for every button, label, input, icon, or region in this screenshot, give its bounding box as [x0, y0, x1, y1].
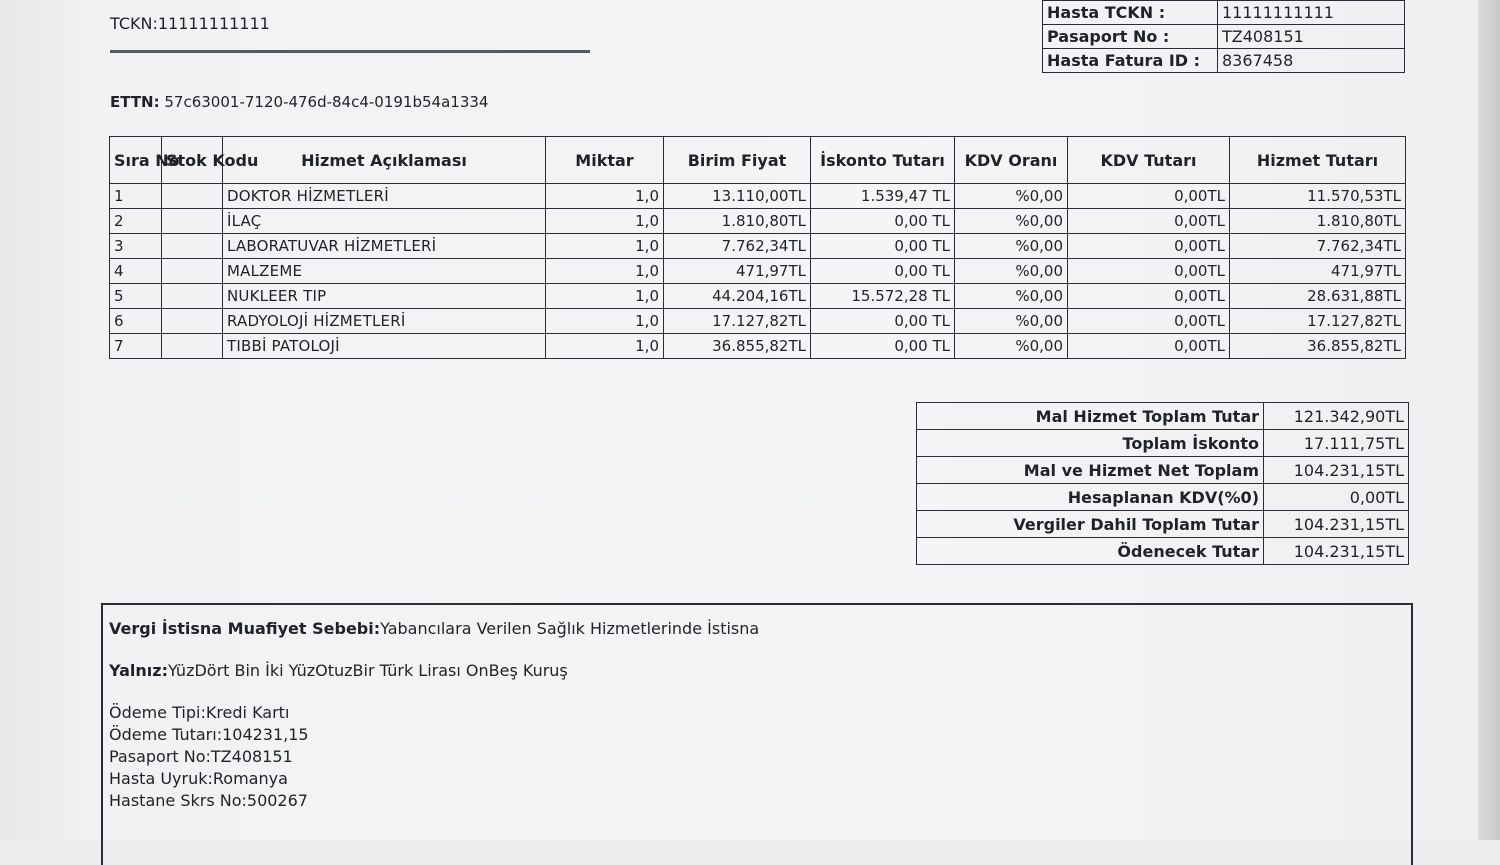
- cell-miktar: 1,0: [546, 284, 664, 309]
- totals-value: 104.231,15TL: [1264, 457, 1409, 484]
- totals-value: 104.231,15TL: [1264, 538, 1409, 565]
- table-row: [110, 209, 1406, 234]
- totals-value: 104.231,15TL: [1264, 511, 1409, 538]
- info-label: Pasaport No :: [1043, 25, 1218, 49]
- patient-nationality: Hasta Uyruk:Romanya: [109, 769, 288, 788]
- cell-kdv-tutari: 0,00TL: [1068, 309, 1230, 334]
- cell-birim-fiyat: 44.204,16TL: [664, 284, 811, 309]
- cell-stok: [162, 234, 223, 259]
- cell-desc: DOKTOR HİZMETLERİ: [223, 184, 546, 209]
- cell-no: 4: [110, 259, 162, 284]
- cell-miktar: 1,0: [546, 184, 664, 209]
- cell-kdv-tutari: 0,00TL: [1068, 209, 1230, 234]
- cell-kdv-orani: %0,00: [955, 309, 1068, 334]
- totals-label: Ödenecek Tutar: [917, 538, 1264, 565]
- col-birim-fiyat: Birim Fiyat: [664, 137, 811, 184]
- cell-hizmet-tutari: 28.631,88TL: [1230, 284, 1406, 309]
- cell-birim-fiyat: 36.855,82TL: [664, 334, 811, 359]
- cell-iskonto: 0,00 TL: [811, 234, 955, 259]
- cell-no: 5: [110, 284, 162, 309]
- cell-no: 2: [110, 209, 162, 234]
- cell-iskonto: 1.539,47 TL: [811, 184, 955, 209]
- table-row: [110, 334, 1406, 359]
- cell-iskonto: 0,00 TL: [811, 334, 955, 359]
- cell-miktar: 1,0: [546, 334, 664, 359]
- totals-value: 17.111,75TL: [1264, 430, 1409, 457]
- col-aciklama: Hizmet Açıklaması: [223, 137, 546, 184]
- col-sira-no: Sıra No: [110, 137, 162, 184]
- info-label: Hasta TCKN :: [1043, 1, 1218, 25]
- col-kdv-tutari: KDV Tutarı: [1068, 137, 1230, 184]
- cell-kdv-tutari: 0,00TL: [1068, 334, 1230, 359]
- totals-row: [917, 403, 1409, 430]
- cell-hizmet-tutari: 1.810,80TL: [1230, 209, 1406, 234]
- cell-kdv-orani: %0,00: [955, 234, 1068, 259]
- tckn-line: TCKN:11111111111: [110, 14, 270, 33]
- totals-label: Vergiler Dahil Toplam Tutar: [917, 511, 1264, 538]
- totals-table: [916, 402, 1409, 565]
- totals-value: 121.342,90TL: [1264, 403, 1409, 430]
- cell-stok: [162, 209, 223, 234]
- totals-row: [917, 484, 1409, 511]
- header-divider: [110, 50, 590, 53]
- info-row: [1043, 1, 1405, 25]
- ettn-line: [110, 93, 488, 111]
- invoice-items-table: [109, 136, 1406, 359]
- cell-miktar: 1,0: [546, 259, 664, 284]
- info-value: 8367458: [1218, 49, 1405, 73]
- col-hizmet-tutari: Hizmet Tutarı: [1230, 137, 1406, 184]
- table-row: [110, 184, 1406, 209]
- cell-kdv-orani: %0,00: [955, 184, 1068, 209]
- cell-kdv-orani: %0,00: [955, 209, 1068, 234]
- cell-kdv-tutari: 0,00TL: [1068, 184, 1230, 209]
- info-value: 11111111111: [1218, 1, 1405, 25]
- cell-desc: MALZEME: [223, 259, 546, 284]
- totals-label: Toplam İskonto: [917, 430, 1264, 457]
- yalniz-label: Yalnız:: [109, 661, 168, 680]
- info-row: [1043, 49, 1405, 73]
- cell-miktar: 1,0: [546, 309, 664, 334]
- totals-label: Hesaplanan KDV(%0): [917, 484, 1264, 511]
- hospital-skrs-no: Hastane Skrs No:500267: [109, 791, 308, 810]
- totals-row: [917, 457, 1409, 484]
- cell-kdv-tutari: 0,00TL: [1068, 234, 1230, 259]
- col-kdv-orani: KDV Oranı: [955, 137, 1068, 184]
- cell-kdv-tutari: 0,00TL: [1068, 259, 1230, 284]
- cell-birim-fiyat: 17.127,82TL: [664, 309, 811, 334]
- col-miktar: Miktar: [546, 137, 664, 184]
- cell-miktar: 1,0: [546, 209, 664, 234]
- patient-info-box: [1042, 0, 1405, 73]
- cell-iskonto: 0,00 TL: [811, 259, 955, 284]
- cell-hizmet-tutari: 7.762,34TL: [1230, 234, 1406, 259]
- ettn-value: 57c63001-7120-476d-84c4-0191b54a1334: [164, 93, 489, 111]
- ettn-label: ETTN:: [110, 93, 160, 111]
- totals-row: [917, 430, 1409, 457]
- cell-birim-fiyat: 1.810,80TL: [664, 209, 811, 234]
- passport-no: Pasaport No:TZ408151: [109, 747, 293, 766]
- table-row: [110, 284, 1406, 309]
- table-row: [110, 234, 1406, 259]
- info-row: [1043, 25, 1405, 49]
- cell-stok: [162, 334, 223, 359]
- totals-row: [917, 538, 1409, 565]
- items-body: [110, 184, 1406, 359]
- cell-kdv-orani: %0,00: [955, 284, 1068, 309]
- cell-hizmet-tutari: 471,97TL: [1230, 259, 1406, 284]
- totals-value: 0,00TL: [1264, 484, 1409, 511]
- col-stok-kodu: Stok Kodu: [162, 137, 223, 184]
- cell-no: 6: [110, 309, 162, 334]
- totals-label: Mal ve Hizmet Net Toplam: [917, 457, 1264, 484]
- cell-stok: [162, 284, 223, 309]
- cell-kdv-orani: %0,00: [955, 259, 1068, 284]
- info-label: Hasta Fatura ID :: [1043, 49, 1218, 73]
- cell-desc: RADYOLOJİ HİZMETLERİ: [223, 309, 546, 334]
- cell-no: 7: [110, 334, 162, 359]
- cell-birim-fiyat: 471,97TL: [664, 259, 811, 284]
- payment-type: Ödeme Tipi:Kredi Kartı: [109, 703, 290, 722]
- cell-no: 1: [110, 184, 162, 209]
- payment-amount: Ödeme Tutarı:104231,15: [109, 725, 309, 744]
- cell-desc: LABORATUVAR HİZMETLERİ: [223, 234, 546, 259]
- exemption-label: Vergi İstisna Muafiyet Sebebi:: [109, 619, 381, 638]
- exemption-line: [109, 619, 759, 638]
- cell-miktar: 1,0: [546, 234, 664, 259]
- totals-label: Mal Hizmet Toplam Tutar: [917, 403, 1264, 430]
- cell-desc: TIBBİ PATOLOJİ: [223, 334, 546, 359]
- cell-kdv-orani: %0,00: [955, 334, 1068, 359]
- cell-kdv-tutari: 0,00TL: [1068, 284, 1230, 309]
- cell-stok: [162, 184, 223, 209]
- cell-hizmet-tutari: 36.855,82TL: [1230, 334, 1406, 359]
- page-edge-shadow: [1478, 0, 1500, 840]
- table-row: [110, 309, 1406, 334]
- cell-desc: NUKLEER TIP: [223, 284, 546, 309]
- cell-hizmet-tutari: 11.570,53TL: [1230, 184, 1406, 209]
- exemption-value: Yabancılara Verilen Sağlık Hizmetlerinde İstisna: [380, 619, 760, 638]
- info-value: TZ408151: [1218, 25, 1405, 49]
- cell-iskonto: 15.572,28 TL: [811, 284, 955, 309]
- cell-no: 3: [110, 234, 162, 259]
- cell-iskonto: 0,00 TL: [811, 209, 955, 234]
- cell-iskonto: 0,00 TL: [811, 309, 955, 334]
- cell-stok: [162, 309, 223, 334]
- notes-box: [101, 603, 1413, 865]
- yalniz-line: [109, 661, 568, 680]
- items-header-row: [110, 137, 1406, 184]
- cell-desc: İLAÇ: [223, 209, 546, 234]
- cell-stok: [162, 259, 223, 284]
- cell-hizmet-tutari: 17.127,82TL: [1230, 309, 1406, 334]
- col-iskonto: İskonto Tutarı: [811, 137, 955, 184]
- table-row: [110, 259, 1406, 284]
- totals-row: [917, 511, 1409, 538]
- cell-birim-fiyat: 13.110,00TL: [664, 184, 811, 209]
- cell-birim-fiyat: 7.762,34TL: [664, 234, 811, 259]
- yalniz-value: YüzDört Bin İki YüzOtuzBir Türk Lirası OnBeş Kuruş: [167, 661, 568, 680]
- totals-body: [917, 403, 1409, 565]
